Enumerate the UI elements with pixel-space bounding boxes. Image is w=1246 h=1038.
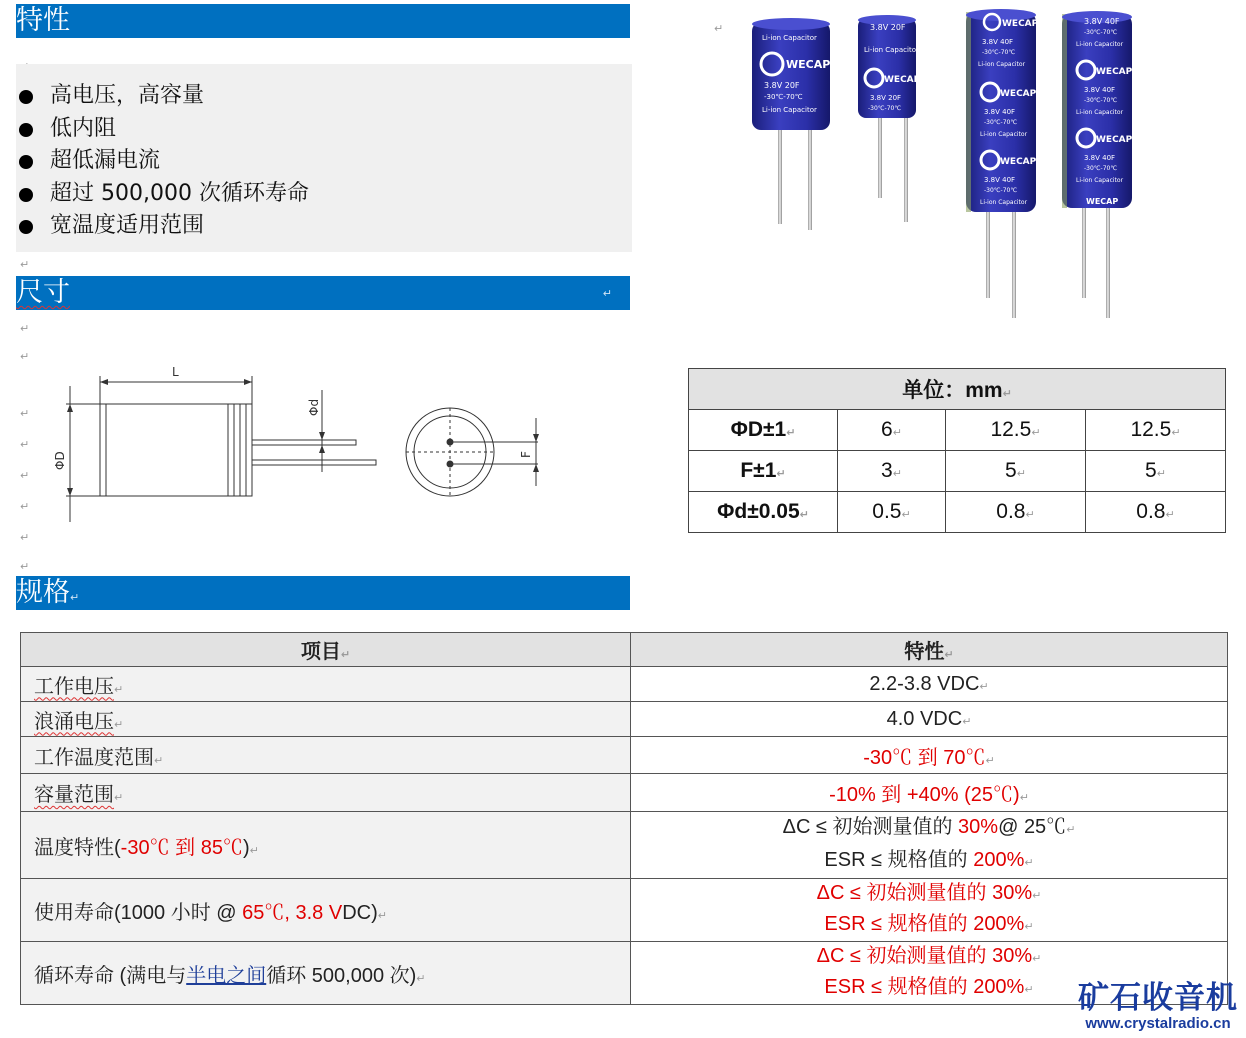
dimensions-table: [688, 368, 1226, 533]
capacitor-body-outline: [100, 404, 252, 496]
paragraph-mark: ↵: [20, 560, 30, 573]
svg-text:WECAP: WECAP: [1000, 157, 1037, 167]
svg-text:WECAP: WECAP: [1002, 19, 1039, 29]
svg-text:-30℃-70℃: -30℃-70℃: [982, 49, 1016, 56]
paragraph-mark: ↵: [714, 22, 724, 35]
paragraph-mark: ↵: [20, 407, 30, 420]
svg-text:3.8V 20F: 3.8V 20F: [764, 81, 800, 90]
svg-text:Li-ion Capacitor: Li-ion Capacitor: [978, 61, 1026, 68]
svg-text:3.8V 20F: 3.8V 20F: [870, 23, 906, 32]
section-header-specs: 规格↵: [16, 576, 630, 610]
dimension-drawing: [48, 360, 568, 530]
svg-text:-30℃-70℃: -30℃-70℃: [984, 187, 1018, 194]
watermark-url: www.crystalradio.cn: [1085, 1015, 1231, 1032]
svg-text:Li-ion Capacitor: Li-ion Capacitor: [1076, 177, 1124, 184]
site-watermark: [1078, 981, 1238, 1032]
section-title: 特性: [16, 5, 70, 36]
table-header-row: 单位：mm↵: [689, 369, 1226, 410]
table-row: ΦD±1↵ 6↵ 12.5↵ 12.5↵: [689, 410, 1226, 451]
table-row: 工作电压↵ 2.2-3.8 VDC↵: [21, 667, 1228, 702]
table-row: F±1↵ 3↵ 5↵ 5↵: [689, 451, 1226, 492]
svg-text:WECAP: WECAP: [884, 75, 921, 85]
label-L: L: [172, 365, 179, 379]
capacitor-product: [858, 15, 921, 222]
svg-text:WECAP: WECAP: [1096, 67, 1133, 77]
product-photo: [740, 6, 1160, 326]
svg-text:-30℃-70℃: -30℃-70℃: [1084, 97, 1118, 104]
svg-text:WECAP: WECAP: [786, 58, 831, 71]
svg-text:3.8V 40F: 3.8V 40F: [984, 108, 1016, 116]
bullet-icon: [19, 155, 33, 169]
svg-text:WECAP: WECAP: [1086, 197, 1119, 206]
table-row: Φd±0.05↵ 0.5↵ 0.8↵ 0.8↵: [689, 492, 1226, 533]
svg-text:Li-ion Capacitor: Li-ion Capacitor: [1076, 41, 1124, 48]
bullet-icon: [19, 123, 33, 137]
paragraph-mark: ↵: [20, 500, 30, 513]
specifications-table: [20, 632, 1228, 1005]
table-row: 温度特性(-30℃ 到 85℃)↵ ΔC ≤ 初始测量值的 30%@ 25℃↵ ESR ≤ 规格值的 200%↵: [21, 812, 1228, 879]
section-header-dimensions: 尺寸 ↵: [16, 276, 630, 310]
svg-text:WECAP: WECAP: [1000, 89, 1037, 99]
svg-text:-30℃-70℃: -30℃-70℃: [868, 105, 902, 112]
svg-text:Li-ion Capacitor: Li-ion Capacitor: [864, 46, 919, 54]
svg-text:3.8V 20F: 3.8V 20F: [870, 94, 902, 102]
capacitor-product: [966, 9, 1039, 318]
table-row: 循环寿命 (满电与半电之间循环 500,000 次)↵ ΔC ≤ 初始测量值的 30%↵ ESR ≤ 规格值的 200%↵: [21, 942, 1228, 1005]
svg-text:3.8V 40F: 3.8V 40F: [1084, 17, 1120, 26]
watermark-logo-text: 矿石收音机: [1078, 980, 1238, 1016]
svg-text:WECAP: WECAP: [1096, 135, 1133, 145]
svg-text:Li-ion Capacitor: Li-ion Capacitor: [762, 106, 817, 114]
svg-text:3.8V 40F: 3.8V 40F: [1084, 154, 1116, 162]
table-row: 浪涌电压↵ 4.0 VDC↵: [21, 702, 1228, 737]
table-row: 容量范围↵ -10% 到 +40% (25℃)↵: [21, 774, 1228, 812]
paragraph-mark: ↵: [20, 350, 30, 363]
section-title: 尺寸: [16, 277, 70, 308]
table-row: 工作温度范围↵ -30℃ 到 70℃↵: [21, 737, 1228, 774]
svg-text:Li-ion Capacitor: Li-ion Capacitor: [980, 199, 1028, 206]
capacitor-product: [752, 18, 830, 230]
svg-text:-30℃-70℃: -30℃-70℃: [1084, 165, 1118, 172]
paragraph-mark: ↵: [20, 469, 30, 482]
svg-text:3.8V 40F: 3.8V 40F: [982, 38, 1014, 46]
capacitor-product: [1062, 11, 1133, 318]
svg-text:-30℃-70℃: -30℃-70℃: [984, 119, 1018, 126]
paragraph-mark: ↵: [20, 258, 30, 271]
svg-text:-30℃-70℃: -30℃-70℃: [1084, 29, 1118, 36]
paragraph-mark: ↵: [20, 322, 30, 335]
paragraph-mark: ↵: [20, 531, 30, 544]
label-d: Φd: [307, 398, 321, 416]
lead-hole: [447, 461, 454, 468]
section-title: 规格: [16, 577, 70, 608]
svg-text:Li-ion Capacitor: Li-ion Capacitor: [980, 131, 1028, 138]
bullet-icon: [19, 90, 33, 104]
svg-text:Li-ion Capacitor: Li-ion Capacitor: [1076, 109, 1124, 116]
lead-hole: [447, 439, 454, 446]
section-header-features: [16, 4, 630, 38]
paragraph-mark: ↵: [20, 438, 30, 451]
feature-list-panel: 高电压，高容量 低内阻 超低漏电流 超过 500,000 次循环寿命 宽温度适用范围: [16, 64, 632, 252]
table-row: 使用寿命(1000 小时 @ 65℃, 3.8 VDC)↵ ΔC ≤ 初始测量值的 30%↵ ESR ≤ 规格值的 200%↵: [21, 879, 1228, 942]
table-header-row: 项目↵ 特性↵: [21, 633, 1228, 667]
svg-text:-30℃-70℃: -30℃-70℃: [764, 93, 803, 101]
bullet-icon: [19, 220, 33, 234]
label-D: ΦD: [53, 451, 67, 470]
label-F: F: [519, 451, 533, 458]
svg-text:Li-ion Capacitor: Li-ion Capacitor: [762, 34, 817, 42]
bullet-icon: [19, 188, 33, 202]
svg-text:3.8V 40F: 3.8V 40F: [1084, 86, 1116, 94]
svg-text:3.8V 40F: 3.8V 40F: [984, 176, 1016, 184]
